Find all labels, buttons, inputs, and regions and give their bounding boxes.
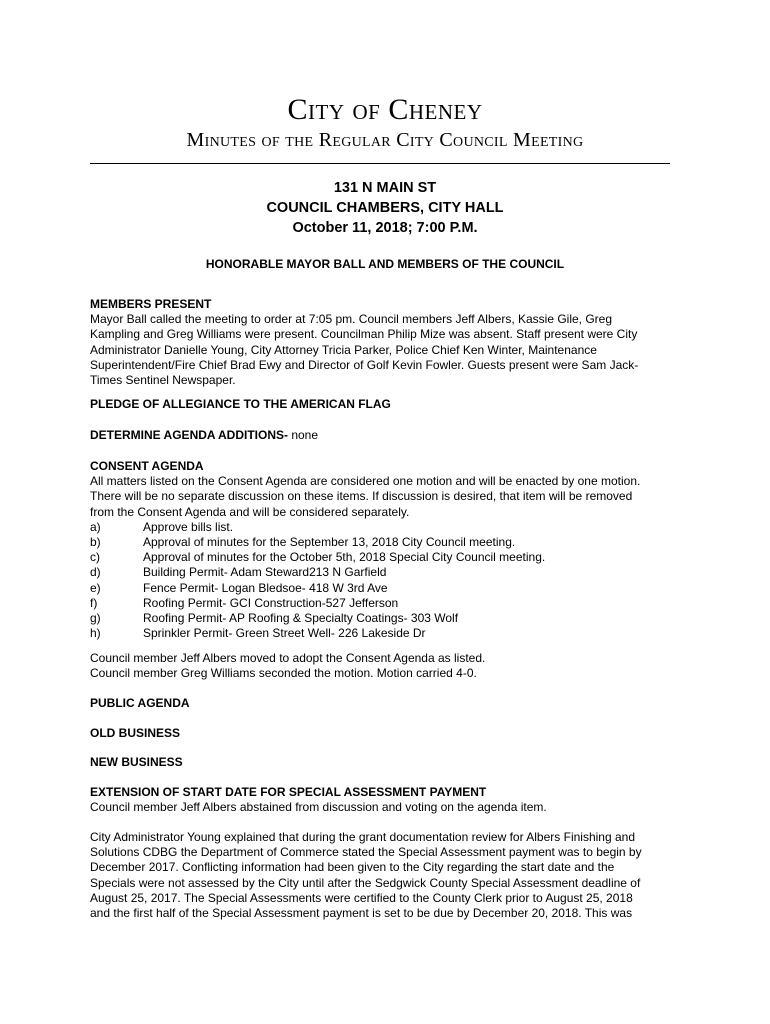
consent-item [90,626,675,641]
consent-item [90,550,675,565]
members-present-heading: MEMBERS PRESENT [90,297,212,311]
consent-item-letter: d) [90,565,101,580]
consent-item-letter: e) [90,580,101,595]
document-subtitle: Minutes of the Regular City Council Meeting [186,129,584,151]
extension-line: City Administrator Young explained that during the grant documentation review for Albers Finishing and [90,830,635,844]
consent-item [90,520,675,535]
consent-item-text: Approval of minutes for the September 13, 2018 City Council meeting. [143,535,516,550]
consent-item-text: Roofing Permit- AP Roofing & Specialty Coatings- 303 Wolf [143,611,459,626]
extension-line: December 2017. Conflicting information had been given to the City regarding the start date and the [90,860,615,875]
agenda-additions-value: none [288,428,319,442]
consent-line: from the Consent Agenda and will be considered separately. [90,504,410,519]
members-line: Kampling and Greg Williams were present. Councilman Philip Mize was absent. Staff present were City [90,327,638,342]
title-divider [90,163,670,164]
old-business-heading: OLD BUSINESS [90,726,181,740]
consent-item-letter: b) [90,535,101,550]
new-business-heading: NEW BUSINESS [90,755,183,769]
consent-item-text: Roofing Permit- GCI Construction-527 Jefferson [143,595,399,610]
consent-line: All matters listed on the Consent Agenda are considered one motion and will be enacted by one motion. [90,474,641,489]
consent-item [90,611,675,626]
consent-item [90,535,675,550]
salutation: HONORABLE MAYOR BALL AND MEMBERS OF THE COUNCIL [205,257,565,271]
consent-item [90,596,675,611]
extension-paragraph [90,830,675,921]
meeting-date: October 11, 2018; 7:00 P.M. [292,220,478,236]
motion-line: Council member Jeff Albers moved to adopt the Consent Agenda as listed. [90,651,486,665]
consent-item-text: Approval of minutes for the October 5th, 2018 Special City Council meeting. [143,550,546,565]
pledge-heading: PLEDGE OF ALLEGIANCE TO THE AMERICAN FLAG [90,397,391,411]
members-line: Superintendent/Fire Chief Brad Ewy and Director of Golf Kevin Fowler. Guests present were Sam Jack- [90,357,639,372]
extension-heading: EXTENSION OF START DATE FOR SPECIAL ASSESSMENT PAYMENT [90,785,487,799]
extension-line: Solutions CDBG the Department of Commerce stated the Special Assessment payment was to begin by [90,845,642,860]
consent-agenda-section [90,459,675,641]
consent-item [90,565,675,580]
agenda-additions-heading: DETERMINE AGENDA ADDITIONS- [90,428,288,442]
members-line: Mayor Ball called the meeting to order at 7:05 pm. Council members Jeff Albers, Kassie Gile, Greg [90,312,613,327]
members-present-section [90,297,675,388]
consent-item-text: Fence Permit- Logan Bledsoe- 418 W 3rd Ave [143,580,388,595]
extension-note: Council member Jeff Albers abstained from discussion and voting on the agenda item. [90,800,547,815]
document-title: City of Cheney [287,93,483,126]
extension-section [90,785,675,815]
consent-line: There will be no separate discussion on these items. If discussion is desired, that item will be removed [90,489,633,504]
extension-line: Specials were not assessed by the City until after the Sedgwick County Special Assessment deadline of [90,875,641,890]
consent-item-letter: h) [90,626,101,641]
consent-item-text: Building Permit- Adam Steward213 N Garfield [143,565,387,580]
members-line: Administrator Danielle Young, City Attorney Tricia Parker, Police Chief Ken Winter, Maintenance [90,342,597,357]
members-line: Times Sentinel Newspaper. [90,373,236,388]
consent-item-letter: a) [90,519,101,534]
consent-item-text: Sprinkler Permit- Green Street Well- 226 Lakeside Dr [143,626,426,641]
consent-item-letter: c) [90,550,100,565]
extension-line: and the first half of the Special Assessment payment is set to be due by December 20, 2018. This was [90,906,633,921]
consent-motion [90,651,675,681]
consent-agenda-heading: CONSENT AGENDA [90,459,204,473]
meeting-location: COUNCIL CHAMBERS, CITY HALL [266,200,504,216]
meeting-address: 131 N MAIN ST [333,180,437,196]
agenda-additions [90,428,675,443]
consent-item-letter: g) [90,611,101,626]
public-agenda-heading: PUBLIC AGENDA [90,696,190,710]
consent-item [90,581,675,596]
extension-line: August 25, 2017. The Special Assessments were certified to the County Clerk prior to August 25, 2018 [90,890,633,905]
consent-item-letter: f) [90,595,98,610]
motion-line: Council member Greg Williams seconded the motion. Motion carried 4-0. [90,666,477,681]
consent-item-text: Approve bills list. [143,519,234,534]
